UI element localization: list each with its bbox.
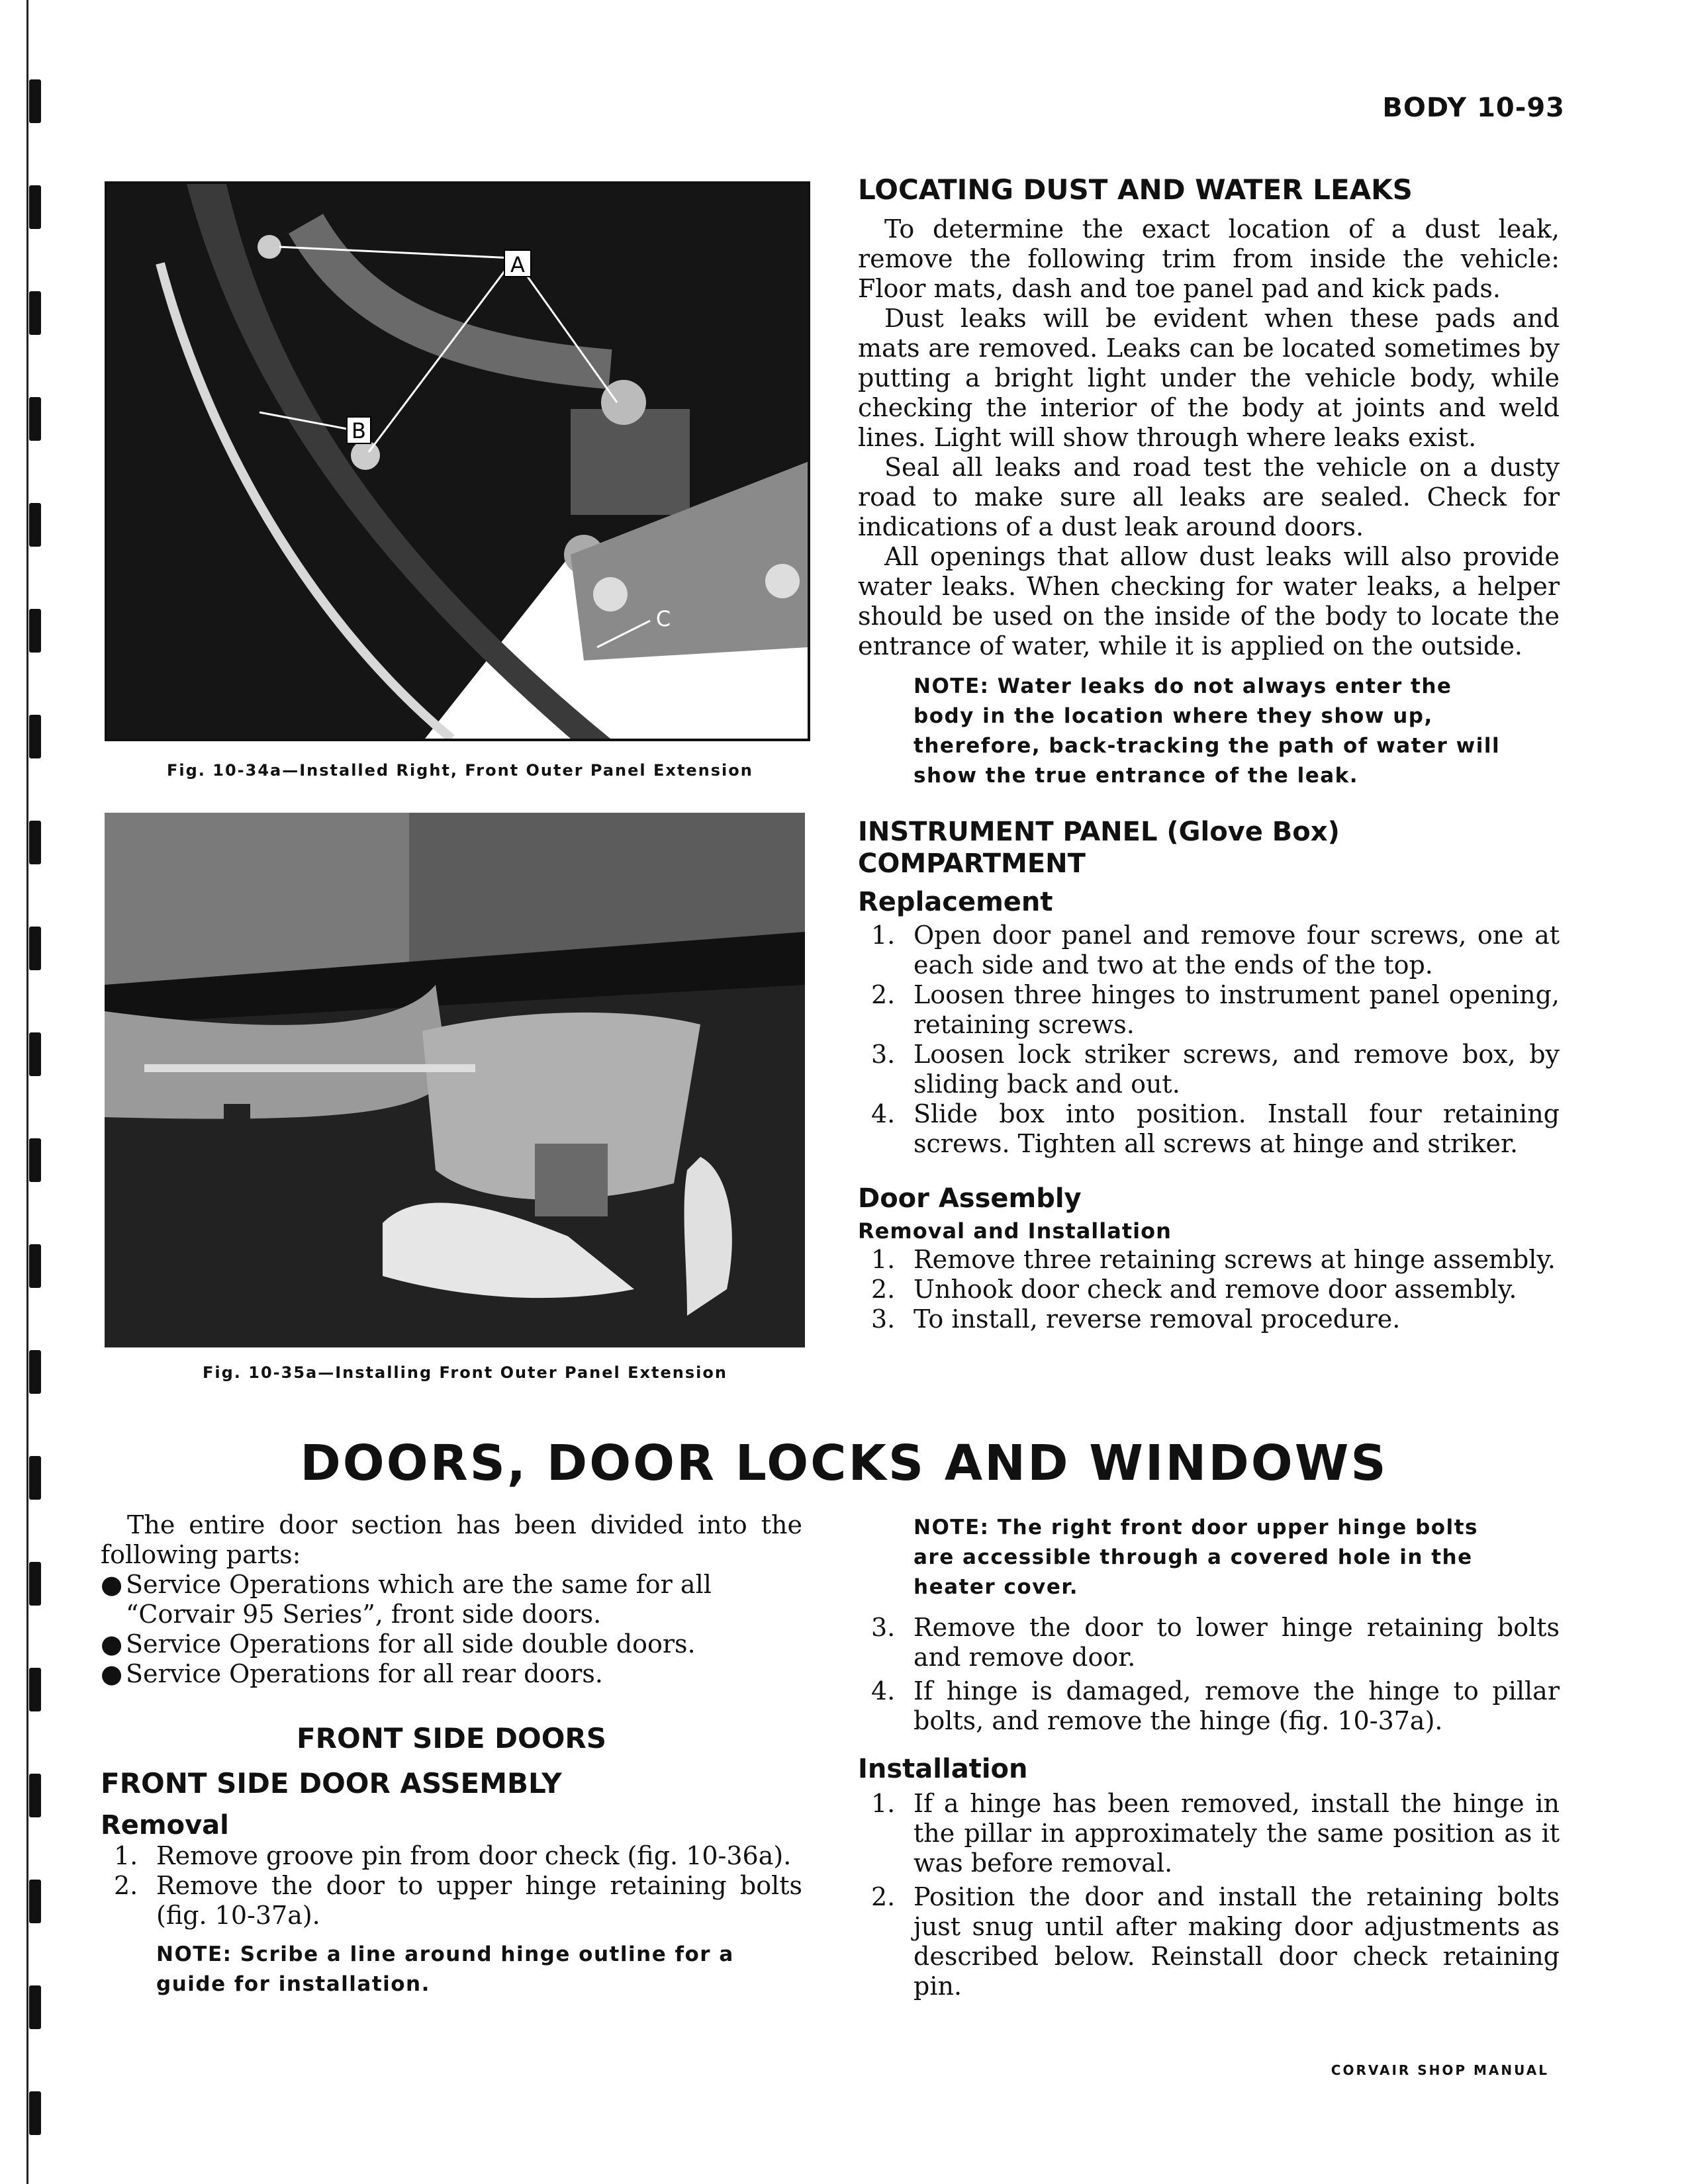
step-text: Remove three retaining screws at hinge assembly. xyxy=(914,1245,1556,1274)
step-number: 3. xyxy=(871,1304,896,1334)
step-number: 1. xyxy=(871,921,896,950)
removal-steps xyxy=(101,1841,802,1931)
step-text: Loosen three hinges to instrument panel opening, retaining screws. xyxy=(914,980,1560,1039)
binding-hole xyxy=(29,1880,41,1923)
replacement-steps xyxy=(858,921,1560,1159)
figure-installed-panel-extension xyxy=(105,181,810,741)
step-text: Open door panel and remove four screws, one at each side and two at the ends of the top. xyxy=(914,921,1560,979)
step-text: If a hinge has been removed, install the hinge in the pillar in approximately the same position as it was before removal. xyxy=(914,1789,1560,1878)
step-number: 2. xyxy=(871,980,896,1009)
step-number: 4. xyxy=(871,1099,896,1128)
page-header: BODY 10-93 xyxy=(1382,93,1565,123)
binding-rule xyxy=(26,0,28,2184)
list-item xyxy=(858,1304,1560,1334)
step-number: 2. xyxy=(871,1275,896,1304)
step-number: 3. xyxy=(871,1613,896,1642)
binding-hole xyxy=(29,1244,41,1288)
binding-hole xyxy=(29,715,41,758)
step-text: Slide box into position. Install four retaining screws. Tighten all screws at hinge and striker. xyxy=(914,1099,1560,1158)
callout-c: C xyxy=(655,606,671,631)
bullet-text: Service Operations which are the same for all “Corvair 95 Series”, front side doors. xyxy=(126,1570,712,1629)
installation-steps xyxy=(858,1789,1560,2001)
figure-installing-panel-extension xyxy=(105,813,805,1347)
list-item xyxy=(101,1871,802,1931)
figure-photo xyxy=(105,813,805,1347)
binding-hole xyxy=(29,397,41,441)
section-heading-glove-box: INSTRUMENT PANEL (Glove Box) xyxy=(858,817,1340,847)
step-text: Remove groove pin from door check (fig. 10-36a). xyxy=(156,1841,792,1870)
list-item xyxy=(858,1676,1560,1736)
callout-b: B xyxy=(352,418,366,443)
list-item xyxy=(101,1841,802,1871)
step-text: Unhook door check and remove door assembly. xyxy=(914,1275,1517,1304)
subheading-replacement: Replacement xyxy=(858,887,1053,917)
step-text: If hinge is damaged, remove the hinge to pillar bolts, and remove the hinge (fig. 10-37a). xyxy=(914,1676,1560,1735)
binding-hole xyxy=(29,79,41,123)
step-number: 3. xyxy=(871,1040,896,1069)
section-heading-compartment: COMPARTMENT xyxy=(858,848,1086,879)
callout-a: A xyxy=(510,252,525,277)
section-heading-door-assembly: FRONT SIDE DOOR ASSEMBLY xyxy=(101,1767,562,1799)
binding-hole xyxy=(29,1138,41,1182)
step-number: 2. xyxy=(871,1882,896,1911)
bullet-icon: ● xyxy=(101,1570,123,1599)
list-item xyxy=(858,1789,1560,1878)
binding-hole xyxy=(29,1985,41,2029)
door-assembly-steps xyxy=(858,1245,1560,1334)
binding-hole xyxy=(29,503,41,547)
subheading-removal: Removal xyxy=(101,1810,229,1841)
figure-photo xyxy=(107,184,808,739)
binding-hole xyxy=(29,1774,41,1817)
bullet-icon: ● xyxy=(101,1659,123,1688)
binding-hole xyxy=(29,821,41,864)
bullet-icon: ● xyxy=(101,1629,123,1659)
step-number: 1. xyxy=(114,1841,138,1870)
paragraph: The entire door section has been divided into the following parts: xyxy=(101,1510,802,1569)
list-item xyxy=(858,921,1560,980)
bullet-text: Service Operations for all side double doors. xyxy=(126,1629,696,1659)
binding-hole xyxy=(29,609,41,653)
step-text: Position the door and install the retaining bolts just snug until after making door adjustments as described below. Reinstall door check retaining pin. xyxy=(914,1882,1560,2001)
bullet-text: Service Operations for all rear doors. xyxy=(126,1659,603,1688)
subheading-door-assembly: Door Assembly xyxy=(858,1183,1082,1214)
list-item xyxy=(858,1882,1560,2001)
section-heading-leaks: LOCATING DUST AND WATER LEAKS xyxy=(858,173,1413,206)
list-item xyxy=(858,1040,1560,1099)
list-item xyxy=(858,1275,1560,1304)
left-column-bottom xyxy=(101,1510,802,1999)
note-scribe-line: NOTE: Scribe a line around hinge outline for a guide for installation. xyxy=(156,1942,734,1996)
paragraph: Dust leaks will be evident when these pads and mats are removed. Leaks can be located sometimes by putting a bright light under the vehicle body, while checking the interior of the body at joints and weld lines. Light will show through where leaks exist. xyxy=(858,304,1560,452)
removal-steps-continued xyxy=(858,1613,1560,1736)
list-item xyxy=(858,1613,1560,1672)
binding-hole xyxy=(29,1350,41,1394)
step-number: 4. xyxy=(871,1676,896,1706)
step-text: Loosen lock striker screws, and remove box, by sliding back and out. xyxy=(914,1040,1560,1099)
section-title: DOORS, DOOR LOCKS AND WINDOWS xyxy=(300,1435,1388,1492)
binding-hole xyxy=(29,1668,41,1711)
subheading-removal-installation: Removal and Installation xyxy=(858,1218,1172,1244)
list-item xyxy=(858,980,1560,1040)
list-item xyxy=(101,1570,802,1629)
step-number: 1. xyxy=(871,1245,896,1274)
binding-hole xyxy=(29,1032,41,1076)
binding-hole xyxy=(29,1562,41,1606)
step-number: 2. xyxy=(114,1871,138,1900)
list-item xyxy=(101,1629,802,1659)
right-column-top xyxy=(858,173,1560,1334)
door-parts-list xyxy=(101,1570,802,1689)
step-text: Remove the door to upper hinge retaining bolts (fig. 10-37a). xyxy=(156,1871,802,1930)
step-text: To install, reverse removal procedure. xyxy=(914,1304,1401,1334)
note-hinge-bolts: NOTE: The right front door upper hinge bolts are accessible through a covered hole in the heater cover. xyxy=(914,1516,1478,1599)
note-water-leaks: NOTE: Water leaks do not always enter the body in the location where they show up, therefore, back-tracking the path of water will show the true entrance of the leak. xyxy=(914,674,1501,788)
section-heading-front-side-doors: FRONT SIDE DOORS xyxy=(296,1722,607,1754)
paragraph: Seal all leaks and road test the vehicle on a dusty road to make sure all leaks are sealed. Check for indications of a dust leak around doors. xyxy=(858,453,1560,541)
step-number: 1. xyxy=(871,1789,896,1818)
list-item xyxy=(101,1659,802,1689)
figure-caption-1: Fig. 10-34a—Installed Right, Front Outer Panel Extension xyxy=(167,761,753,780)
figure-caption-2: Fig. 10-35a—Installing Front Outer Panel Extension xyxy=(203,1363,727,1382)
paragraph: All openings that allow dust leaks will also provide water leaks. When checking for water leaks, a helper should be used on the inside of the body to locate the entrance of water, while it is applied on the outside. xyxy=(858,542,1560,660)
binding-hole xyxy=(29,2091,41,2135)
binding-hole xyxy=(29,185,41,229)
binding-hole xyxy=(29,927,41,970)
paragraph: To determine the exact location of a dust leak, remove the following trim from inside the vehicle: Floor mats, dash and toe panel pad and kick pads. xyxy=(858,214,1560,303)
right-column-bottom xyxy=(858,1513,1560,2001)
step-text: Remove the door to lower hinge retaining bolts and remove door. xyxy=(914,1613,1560,1672)
list-item xyxy=(858,1245,1560,1275)
binding-hole xyxy=(29,291,41,335)
page-footer: CORVAIR SHOP MANUAL xyxy=(1331,2062,1549,2078)
list-item xyxy=(858,1099,1560,1159)
binding-edge xyxy=(24,0,46,2184)
subheading-installation: Installation xyxy=(858,1754,1028,1784)
